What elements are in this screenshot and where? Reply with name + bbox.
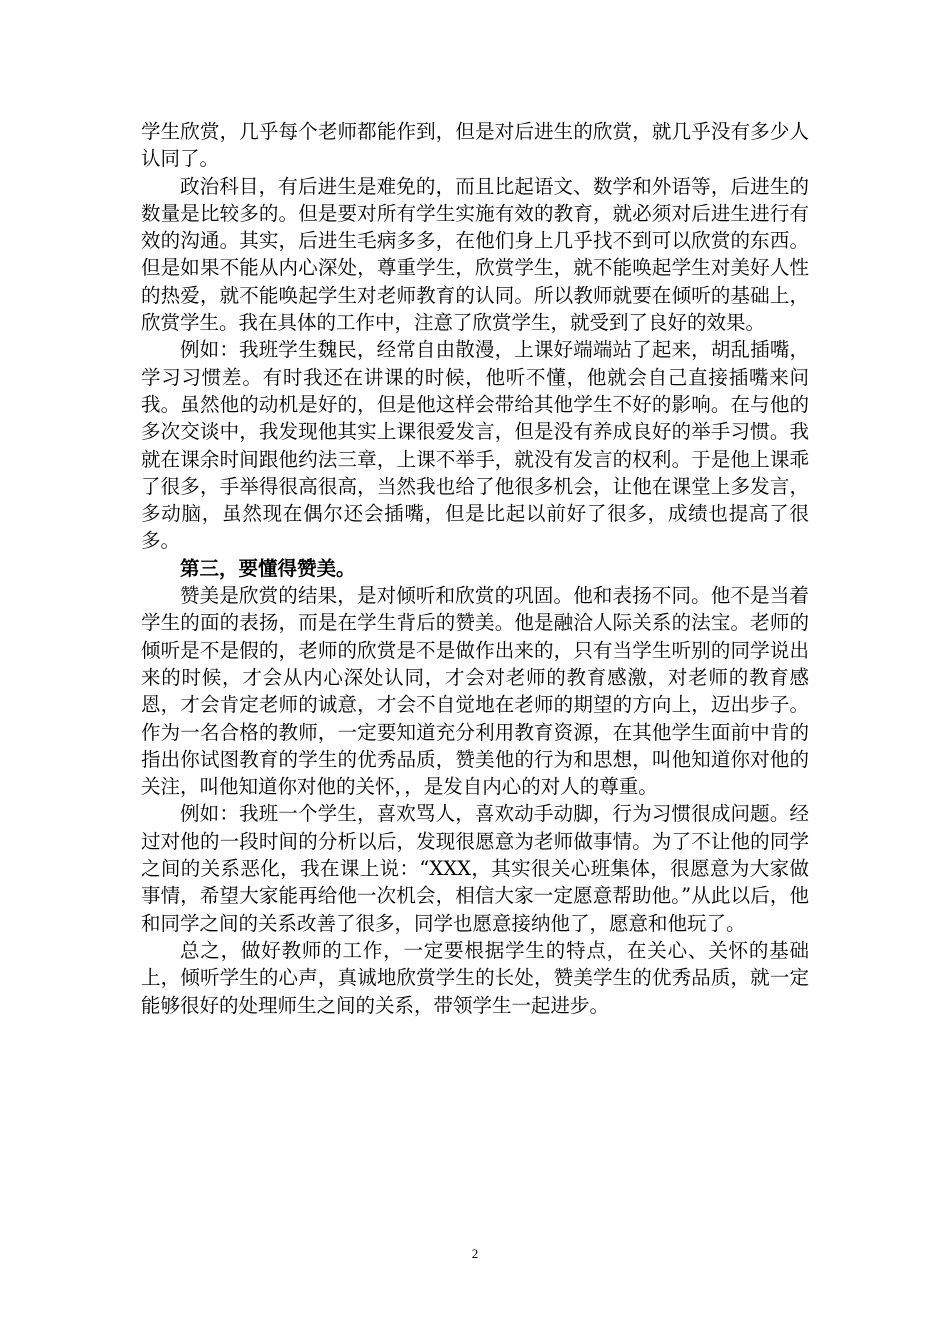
paragraph-continuation: 学生欣赏，几乎每个老师都能作到，但是对后进生的欣赏，就几乎没有多少人认同了。 xyxy=(141,120,809,171)
paragraph-conclusion: 总之，做好教师的工作，一定要根据学生的特点，在关心、关怀的基础上，倾听学生的心声，真诚地欣赏学生的长处，赞美学生的优秀品质，就一定能够很好的处理师生之间的关系，带领学生一起进步。 xyxy=(141,938,809,1017)
paragraph-example-student: 例如：我班一个学生，喜欢骂人，喜欢动手动脚，行为习惯很成问题。经过对他的一段时间的分析以后，发现很愿意为老师做事情。为了不让他的同学之间的关系恶化，我在课上说：“XXX，其实很关心班集体，很愿意为大家做事情，希望大家能再给他一次机会，相信大家一定愿意帮助他。”从此以后，他和同学之间的关系改善了很多，同学也愿意接纳他了，愿意和他玩了。 xyxy=(141,802,809,935)
document-body xyxy=(141,118,809,1019)
page-number: 2 xyxy=(471,1246,479,1261)
paragraph-praise: 赞美是欣赏的结果，是对倾听和欣赏的巩固。他和表扬不同。他不是当着学生的面的表扬，而是在学生背后的赞美。他是融洽人际关系的法宝。老师的倾听是不是假的，老师的欣赏是不是做作出来的，只有当学生听别的同学说出来的时候，才会从内心深处认同，才会对老师的教育感激，对老师的教育感恩，才会肯定老师的诚意，才会不自觉地在老师的期望的方向上，迈出步子。作为一名合格的教师，一定要知道充分利用教育资源，在其他学生面前中肯的指出你试图教育的学生的优秀品质，赞美他的行为和思想，叫他知道你对他的关注，叫他知道你对他的关怀，，是发自内心的对人的尊重。 xyxy=(141,584,809,799)
section-heading-praise: 第三，要懂得赞美。 xyxy=(180,556,356,580)
paragraph-example-weimin: 例如：我班学生魏民，经常自由散漫，上课好端端站了起来，胡乱插嘴，学习习惯差。有时我还在讲课的时候，他听不懂，他就会自己直接插嘴来问我。虽然他的动机是好的，但是他这样会带给其他学生不好的影响。在与他的多次交谈中，我发现他其实上课很爱发言，但是没有养成良好的举手习惯。我就在课余时间跟他约法三章，上课不举手，就没有发言的权利。于是他上课乖了很多，手举得很高很高，当然我也给了他很多机会，让他在课堂上多发言，多动脑，虽然现在偶尔还会插嘴，但是比起以前好了很多，成绩也提高了很多。 xyxy=(141,338,809,553)
paragraph-politics-subject: 政治科目，有后进生是难免的，而且比起语文、数学和外语等，后进生的数量是比较多的。但是要对所有学生实施有效的教育，就必须对后进生进行有效的沟通。其实，后进生毛病多多，在他们身上几乎找不到可以欣赏的东西。但是如果不能从内心深处，尊重学生，欣赏学生，就不能唤起学生对美好人性的热爱，就不能唤起学生对老师教育的认同。所以教师就要在倾听的基础上，欣赏学生。我在具体的工作中，注意了欣赏学生，就受到了良好的效果。 xyxy=(141,174,809,335)
